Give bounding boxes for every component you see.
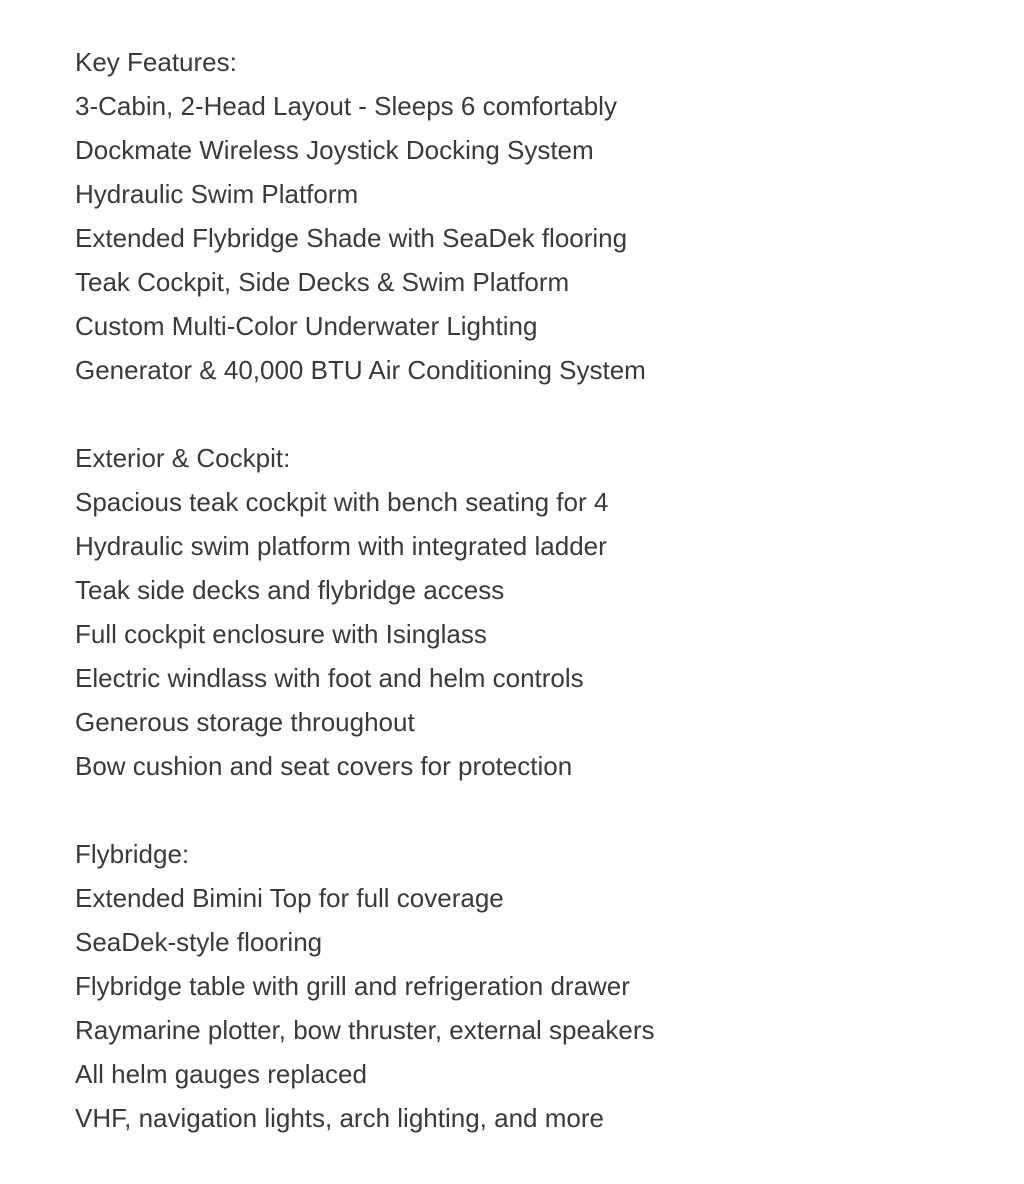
list-item: All helm gauges replaced bbox=[75, 1059, 367, 1089]
section-heading: Flybridge: bbox=[75, 839, 190, 869]
list-item: Extended Flybridge Shade with SeaDek flooring bbox=[75, 223, 628, 253]
list-item: 3-Cabin, 2-Head Layout - Sleeps 6 comfortably bbox=[75, 91, 617, 121]
list-item: SeaDek-style flooring bbox=[75, 927, 323, 957]
list-item: Teak Cockpit, Side Decks & Swim Platform bbox=[75, 267, 570, 297]
list-item: Generator & 40,000 BTU Air Conditioning System bbox=[75, 355, 646, 385]
list-item: Full cockpit enclosure with Isinglass bbox=[75, 619, 487, 649]
feature-list-document bbox=[75, 40, 975, 1184]
list-item: Electric windlass with foot and helm controls bbox=[75, 663, 584, 693]
section-heading: Key Features: bbox=[75, 47, 237, 77]
section-key-features bbox=[75, 40, 975, 392]
list-item: Dockmate Wireless Joystick Docking System bbox=[75, 135, 594, 165]
list-item: Extended Bimini Top for full coverage bbox=[75, 883, 504, 913]
section-exterior-cockpit bbox=[75, 436, 975, 788]
list-item: Hydraulic swim platform with integrated ladder bbox=[75, 531, 607, 561]
list-item: Custom Multi-Color Underwater Lighting bbox=[75, 311, 538, 341]
section-heading: Exterior & Cockpit: bbox=[75, 443, 291, 473]
list-item: Generous storage throughout bbox=[75, 707, 415, 737]
section-flybridge bbox=[75, 832, 975, 1140]
list-item: Spacious teak cockpit with bench seating for 4 bbox=[75, 487, 609, 517]
list-item: Bow cushion and seat covers for protection bbox=[75, 751, 573, 781]
list-item: Flybridge table with grill and refrigeration drawer bbox=[75, 971, 630, 1001]
list-item: Raymarine plotter, bow thruster, external speakers bbox=[75, 1015, 655, 1045]
list-item: Hydraulic Swim Platform bbox=[75, 179, 359, 209]
list-item: VHF, navigation lights, arch lighting, and more bbox=[75, 1103, 604, 1133]
list-item: Teak side decks and flybridge access bbox=[75, 575, 505, 605]
